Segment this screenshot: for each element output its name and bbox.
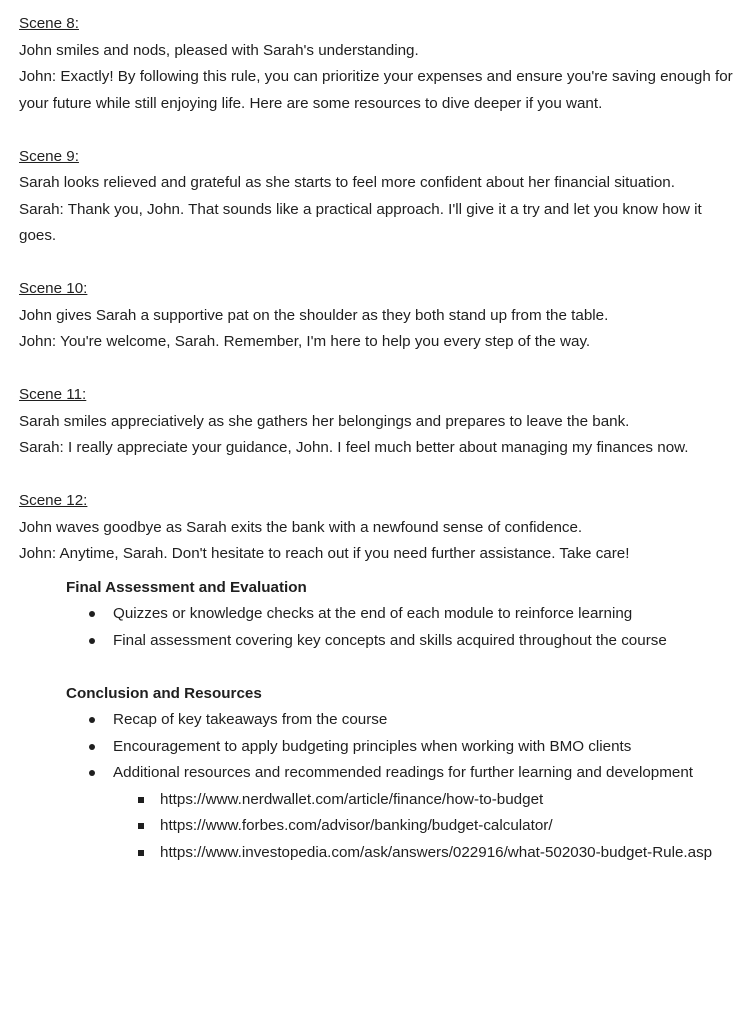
- scene-heading: Scene 11:: [19, 386, 87, 403]
- scene-dialogue: Sarah: I really appreciate your guidance, John. I feel much better about managing my finances now.: [19, 439, 689, 456]
- conclusion-section: [66, 681, 734, 867]
- scene-dialogue: John: You're welcome, Sarah. Remember, I'm here to help you every step of the way.: [19, 333, 591, 350]
- scene-dialogue: John: Exactly! By following this rule, you can prioritize your expenses and ensure you're saving enough for your future while still enjoying life. Here are some resources to dive deeper if you want.: [19, 68, 733, 112]
- list-item: [113, 601, 734, 628]
- scene-9: [19, 144, 734, 250]
- bullet-list: [66, 707, 734, 866]
- list-item-text: Final assessment covering key concepts and skills acquired throughout the course: [113, 631, 667, 649]
- bullet-icon: [89, 611, 95, 617]
- square-bullet-icon: [138, 850, 144, 856]
- list-item: [113, 628, 734, 655]
- scene-11: [19, 382, 734, 462]
- bullet-icon: [89, 770, 95, 776]
- scene-heading: Scene 9:: [19, 147, 79, 165]
- bullet-icon: [89, 717, 95, 723]
- list-item-text: Recap of key takeaways from the course: [113, 711, 388, 728]
- scene-10: [19, 276, 734, 356]
- scene-12: [19, 488, 734, 568]
- scene-heading: Scene 12:: [19, 492, 88, 509]
- final-assessment-section: [66, 575, 734, 655]
- scene-dialogue: Sarah: Thank you, John. That sounds like a practical approach. I'll give it a try and let you know how it goes.: [19, 200, 702, 244]
- scene-narration: John waves goodbye as Sarah exits the bank with a newfound sense of confidence.: [19, 518, 583, 536]
- resource-link-item[interactable]: [160, 787, 734, 814]
- resource-link[interactable]: https://www.nerdwallet.com/article/finance/how-to-budget: [160, 790, 544, 808]
- section-spacer: [19, 654, 734, 681]
- scene-dialogue: John: Anytime, Sarah. Don't hesitate to reach out if you need further assistance. Take care!: [19, 545, 630, 562]
- resource-link-list: [113, 787, 734, 867]
- list-item-text: Quizzes or knowledge checks at the end of each module to reinforce learning: [113, 605, 633, 622]
- scene-narration: John smiles and nods, pleased with Sarah's understanding.: [19, 41, 419, 59]
- scene-narration: Sarah looks relieved and grateful as she starts to feel more confident about her financial situation.: [19, 174, 675, 191]
- bullet-icon: [89, 638, 95, 644]
- list-item: [113, 707, 734, 734]
- list-item: [113, 734, 734, 761]
- bullet-list: [66, 601, 734, 654]
- section-title: Final Assessment and Evaluation: [66, 578, 307, 596]
- list-item: [113, 760, 734, 866]
- scene-heading: Scene 8:: [19, 15, 79, 32]
- list-item-text: Additional resources and recommended readings for further learning and development: [113, 764, 694, 781]
- resource-link[interactable]: https://www.forbes.com/advisor/banking/budget-calculator/: [160, 817, 553, 834]
- resource-link[interactable]: https://www.investopedia.com/ask/answers/022916/what-502030-budget-Rule.asp: [160, 843, 713, 861]
- bullet-icon: [89, 744, 95, 750]
- scene-narration: John gives Sarah a supportive pat on the shoulder as they both stand up from the table.: [19, 306, 609, 324]
- resource-link-item[interactable]: [160, 840, 734, 867]
- scene-8: [19, 11, 734, 117]
- resource-link-item[interactable]: [160, 813, 734, 840]
- section-title: Conclusion and Resources: [66, 684, 262, 702]
- list-item-text: Encouragement to apply budgeting principles when working with BMO clients: [113, 737, 632, 755]
- square-bullet-icon: [138, 823, 144, 829]
- scene-narration: Sarah smiles appreciatively as she gathers her belongings and prepares to leave the bank.: [19, 412, 630, 430]
- square-bullet-icon: [138, 797, 144, 803]
- scene-heading: Scene 10:: [19, 280, 88, 297]
